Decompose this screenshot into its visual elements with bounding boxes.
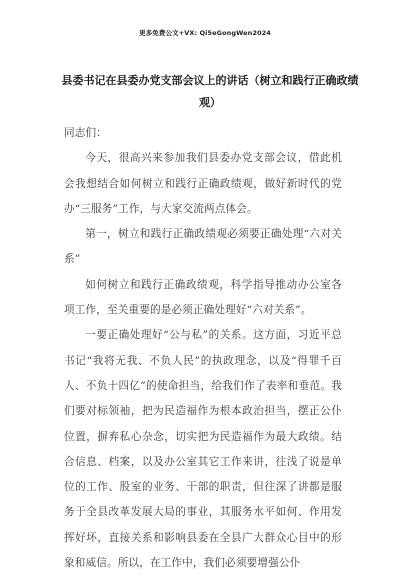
paragraph-six-relations: 如何树立和践行正确政绩观，科学指导推动办公室各项工作，至关重要的是必须正确处理好“六对关系”。 bbox=[64, 278, 342, 317]
greeting: 同志们： bbox=[64, 127, 107, 139]
speech-title: 县委书记在县委办党支部会议上的讲话（树立和践行正确政绩观） bbox=[61, 74, 359, 109]
paragraph-intro: 今天，很高兴来参加我们县委办党支部会议，借此机会我想结合如何树立和践行正确政绩观，做好新时代的党办“三服务”工作，与大家交流两点体会。 bbox=[64, 152, 342, 215]
header-note: 更多免费公文+VX: Qi5eGongWen2024 bbox=[139, 29, 271, 37]
speech-body bbox=[64, 121, 342, 576]
section-heading: 第一，树立和践行正确政绩观必须要正确处理“六对关系” bbox=[64, 228, 342, 266]
paragraph-public-private: 一要正确处理好“公与私”的关系。这方面，习近平总书记“我将无我、不负人民”的执政理念，以及“得罪千百人、不负十四亿”的使命担当，给我们作了表率和垂范。我们要对标领袖，把为民造福作为根本政治担当，摆正公仆位置，摒弃私心杂念，切实把为民造福作为最大政绩。结合信息、档案，以及办公室其它工作来讲，往浅了说是单位的工作、股室的业务、干部的职责，但往深了讲都是服务于全县改革发展大局的事业，其服务水平如何、作用发挥好坏，直接关系和影响县委在全县广大群众心目中的形象和威信。所以，在工作中，我们必须要增强公仆 bbox=[64, 329, 342, 570]
